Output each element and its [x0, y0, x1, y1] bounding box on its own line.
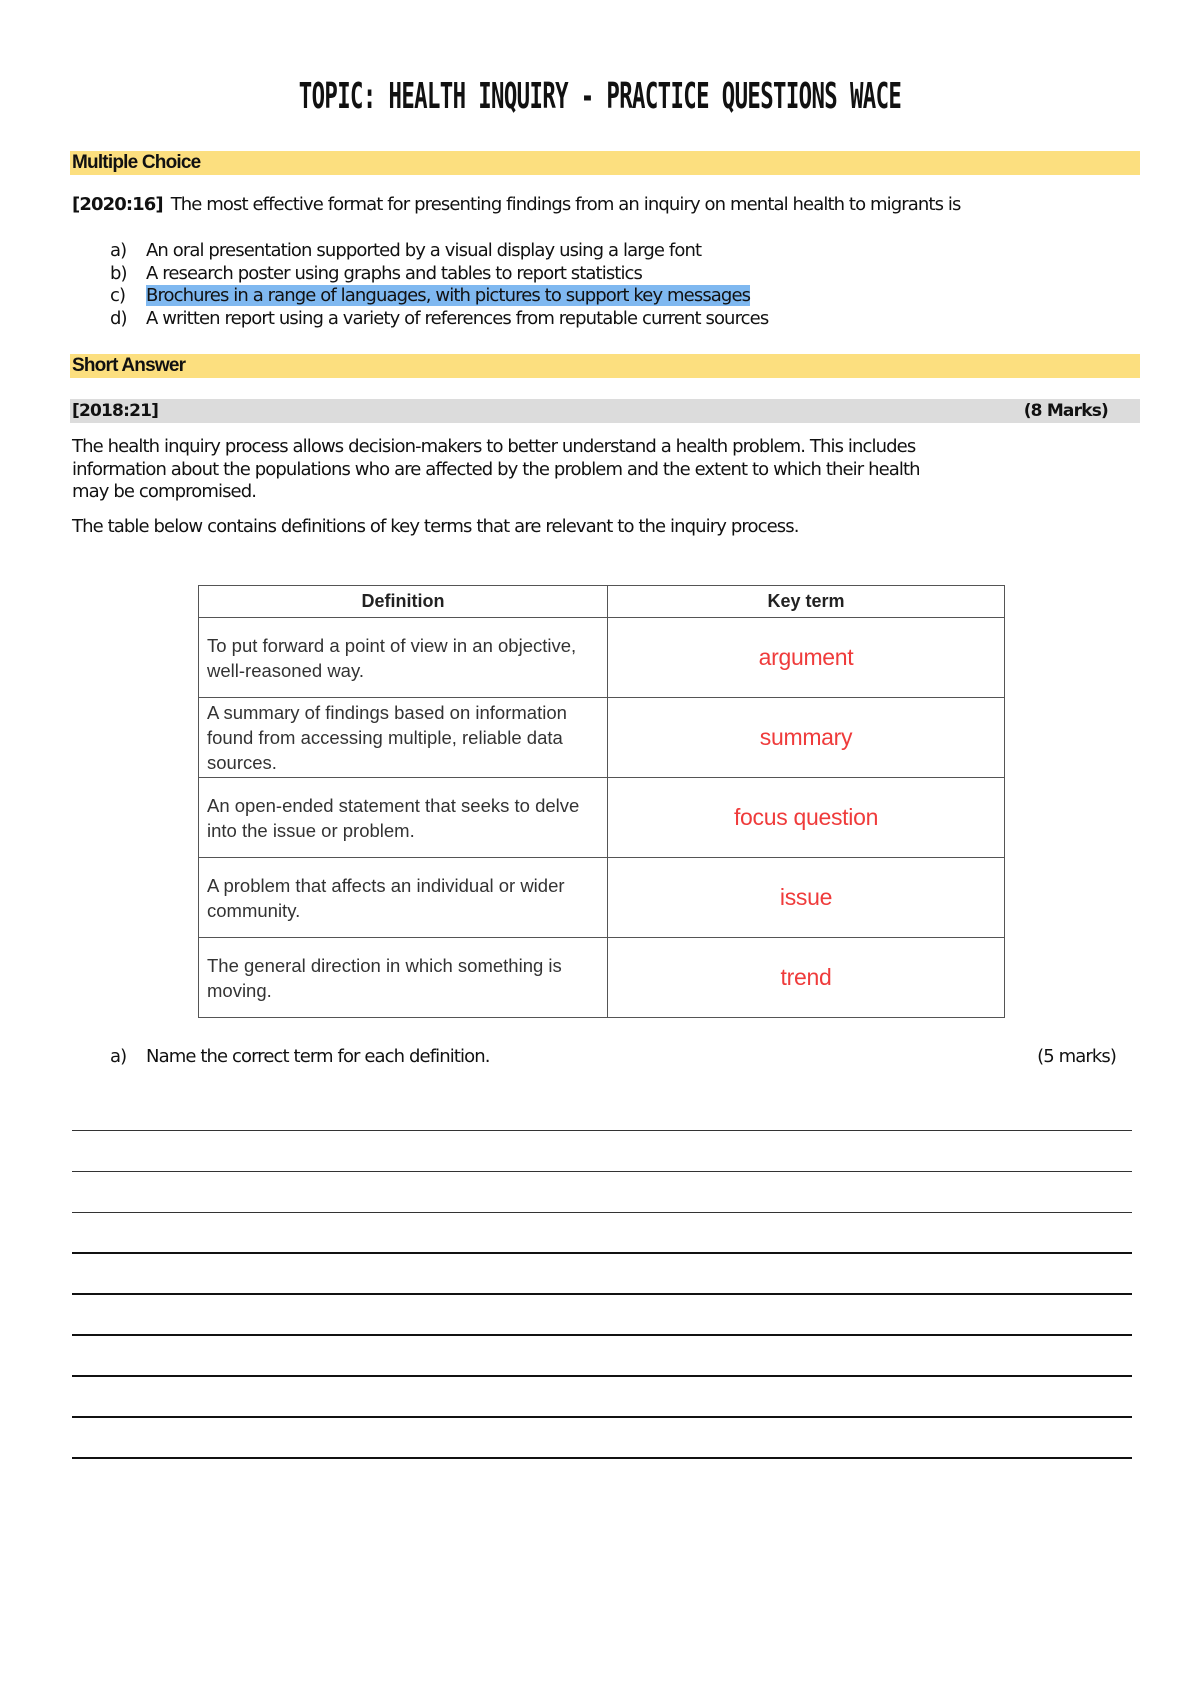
multiple-choice-heading: Multiple Choice — [70, 151, 1140, 175]
option-text: A written report using a variety of references from reputable current sources — [146, 307, 769, 329]
table-header-row — [199, 586, 1005, 618]
key-term-cell[interactable]: argument — [608, 618, 1005, 698]
page-title: TOPIC: HEALTH INQUIRY - PRACTICE QUESTIONS WACE — [298, 76, 902, 117]
option-text: A research poster using graphs and tables to report statistics — [146, 262, 643, 284]
definition-cell: An open-ended statement that seeks to delve into the issue or problem. — [199, 778, 608, 858]
table-row — [199, 698, 1005, 778]
header-key-term: Key term — [608, 586, 1005, 618]
sa-question-ref: [2018:21] — [72, 401, 159, 421]
table-row — [199, 618, 1005, 698]
header-definition: Definition — [199, 586, 608, 618]
option-letter: d) — [110, 307, 127, 329]
sa-paragraph-table-intro: The table below contains definitions of key terms that are relevant to the inquiry process. — [72, 516, 799, 537]
option-text-highlighted: Brochures in a range of languages, with pictures to support key messages — [146, 285, 751, 306]
definition-cell: A summary of findings based on information found from accessing multiple, reliable data sources. — [199, 698, 608, 778]
definition-cell: The general direction in which something is moving. — [199, 938, 608, 1018]
mc-question — [72, 194, 1152, 215]
sa-question-bar — [70, 399, 1140, 423]
key-term-cell[interactable]: focus question — [608, 778, 1005, 858]
key-terms-table — [198, 585, 1005, 1018]
option-letter: c) — [110, 285, 126, 306]
option-text: An oral presentation supported by a visual display using a large font — [146, 240, 702, 261]
sub-question-text: Name the correct term for each definition. — [146, 1046, 490, 1067]
key-term-cell[interactable]: issue — [608, 858, 1005, 938]
answer-line[interactable] — [72, 1377, 1132, 1418]
mc-option-b[interactable] — [110, 263, 1010, 286]
mc-option-c[interactable] — [110, 285, 1010, 308]
sub-question-marks: (5 marks) — [1037, 1046, 1116, 1067]
sub-question-letter: a) — [110, 1046, 127, 1067]
answer-line[interactable] — [72, 1336, 1132, 1377]
table-row — [199, 938, 1005, 1018]
mc-options — [110, 240, 1010, 330]
short-answer-heading: Short Answer — [70, 354, 1140, 378]
sa-paragraph-intro: The health inquiry process allows decision-makers to better understand a health problem. This includes information about the populations who are affected by the problem and the extent to which their health may be compromised. — [72, 436, 920, 502]
answer-line[interactable] — [72, 1295, 1132, 1336]
key-term-cell[interactable]: summary — [608, 698, 1005, 778]
table-row — [199, 858, 1005, 938]
key-term-cell[interactable]: trend — [608, 938, 1005, 1018]
mc-question-ref: [2020:16] — [72, 194, 163, 215]
answer-line[interactable] — [72, 1172, 1132, 1213]
option-letter: a) — [110, 240, 127, 261]
answer-line[interactable] — [72, 1418, 1132, 1459]
definition-cell: A problem that affects an individual or wider community. — [199, 858, 608, 938]
sub-question-a — [110, 1046, 1116, 1067]
mc-option-d[interactable] — [110, 308, 1010, 331]
option-letter: b) — [110, 262, 127, 284]
mc-question-text: The most effective format for presenting findings from an inquiry on mental health to migrants is — [170, 194, 961, 215]
answer-line[interactable] — [72, 1213, 1132, 1254]
answer-line[interactable] — [72, 1090, 1132, 1131]
table-row — [199, 778, 1005, 858]
answer-lines[interactable] — [72, 1090, 1132, 1459]
mc-option-a[interactable] — [110, 240, 1010, 263]
answer-line[interactable] — [72, 1254, 1132, 1295]
sa-question-marks: (8 Marks) — [1023, 401, 1108, 421]
answer-line[interactable] — [72, 1131, 1132, 1172]
definition-cell: To put forward a point of view in an objective, well-reasoned way. — [199, 618, 608, 698]
